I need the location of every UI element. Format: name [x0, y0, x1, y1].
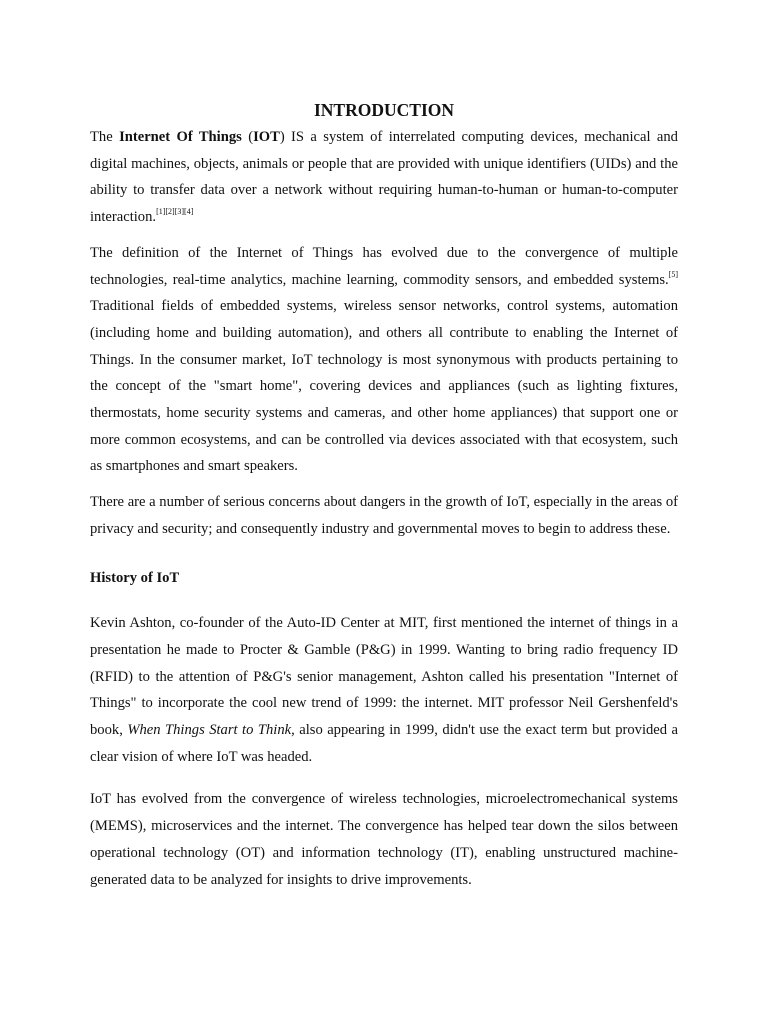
document-body — [90, 98, 678, 902]
book-title: When Things Start to Think — [127, 722, 292, 739]
intro-text: ) IS a system of interrelated computing devices, mechanical and digital machines, objects, animals or people that are provided with unique identifiers (UIDs) and the ability to transfer data over a network without requiring human-to-human or human-to-computer interaction. — [90, 129, 678, 226]
history-heading: History of IoT — [90, 569, 180, 586]
iot-abbreviation: IOT — [253, 129, 280, 145]
intro-citations: [1][2][3][4] — [156, 207, 194, 217]
history-text-1: Kevin Ashton, co-founder of the Auto-ID Center at MIT, first mentioned the internet of things in a presentation he made to Procter & Gamble (P&G) in 1999. Wanting to bring radio frequency ID (RFID) to the attention of P&G's senior management, Ashton called his presentation "Internet of Things" to incorporate the cool new trend of 1999: the internet. MIT professor Neil Gershenfeld's book, — [90, 615, 678, 739]
intro-paragraph — [90, 124, 678, 231]
intro-lead: The — [90, 129, 120, 145]
definition-paragraph — [90, 240, 678, 480]
history-paragraph — [90, 610, 678, 770]
intro-paren: ( — [241, 129, 254, 145]
concerns-paragraph: There are a number of serious concerns about dangers in the growth of IoT, especially in the areas of privacy and security; and consequently industry and governmental moves to begin to address these. — [90, 494, 678, 537]
definition-text-1: The definition of the Internet of Things has evolved due to the convergence of multiple technologies, real-time analytics, machine learning, commodity sensors, and embedded systems. — [90, 244, 678, 288]
iot-term: Internet Of Things — [119, 129, 242, 145]
definition-citation: [5] — [668, 269, 678, 279]
page-title: INTRODUCTION — [313, 100, 455, 120]
definition-text-2: Traditional fields of embedded systems, wireless sensor networks, control systems, automation (including home and building automation), and others all contribute to enabling the Internet of Things. In the consumer market, IoT technology is most synonymous with products pertaining to the concept of the "smart home", covering devices and appliances (such as lighting fixtures, thermostats, home security systems and cameras, and other home appliances) that support one or more common ecosystems, and can be controlled via devices associated with that ecosystem, such as smartphones and smart speakers. — [90, 298, 678, 475]
history-text-2: , also appearing in 1999, didn't use the exact term but provided a clear vision of where IoT was headed. — [90, 722, 679, 765]
evolution-paragraph: IoT has evolved from the convergence of wireless technologies, microelectromechanical systems (MEMS), microservices and the internet. The convergence has helped tear down the silos between operational technology (OT) and information technology (IT), enabling unstructured machine-generated data to be analyzed for insights to drive improvements. — [90, 791, 678, 888]
